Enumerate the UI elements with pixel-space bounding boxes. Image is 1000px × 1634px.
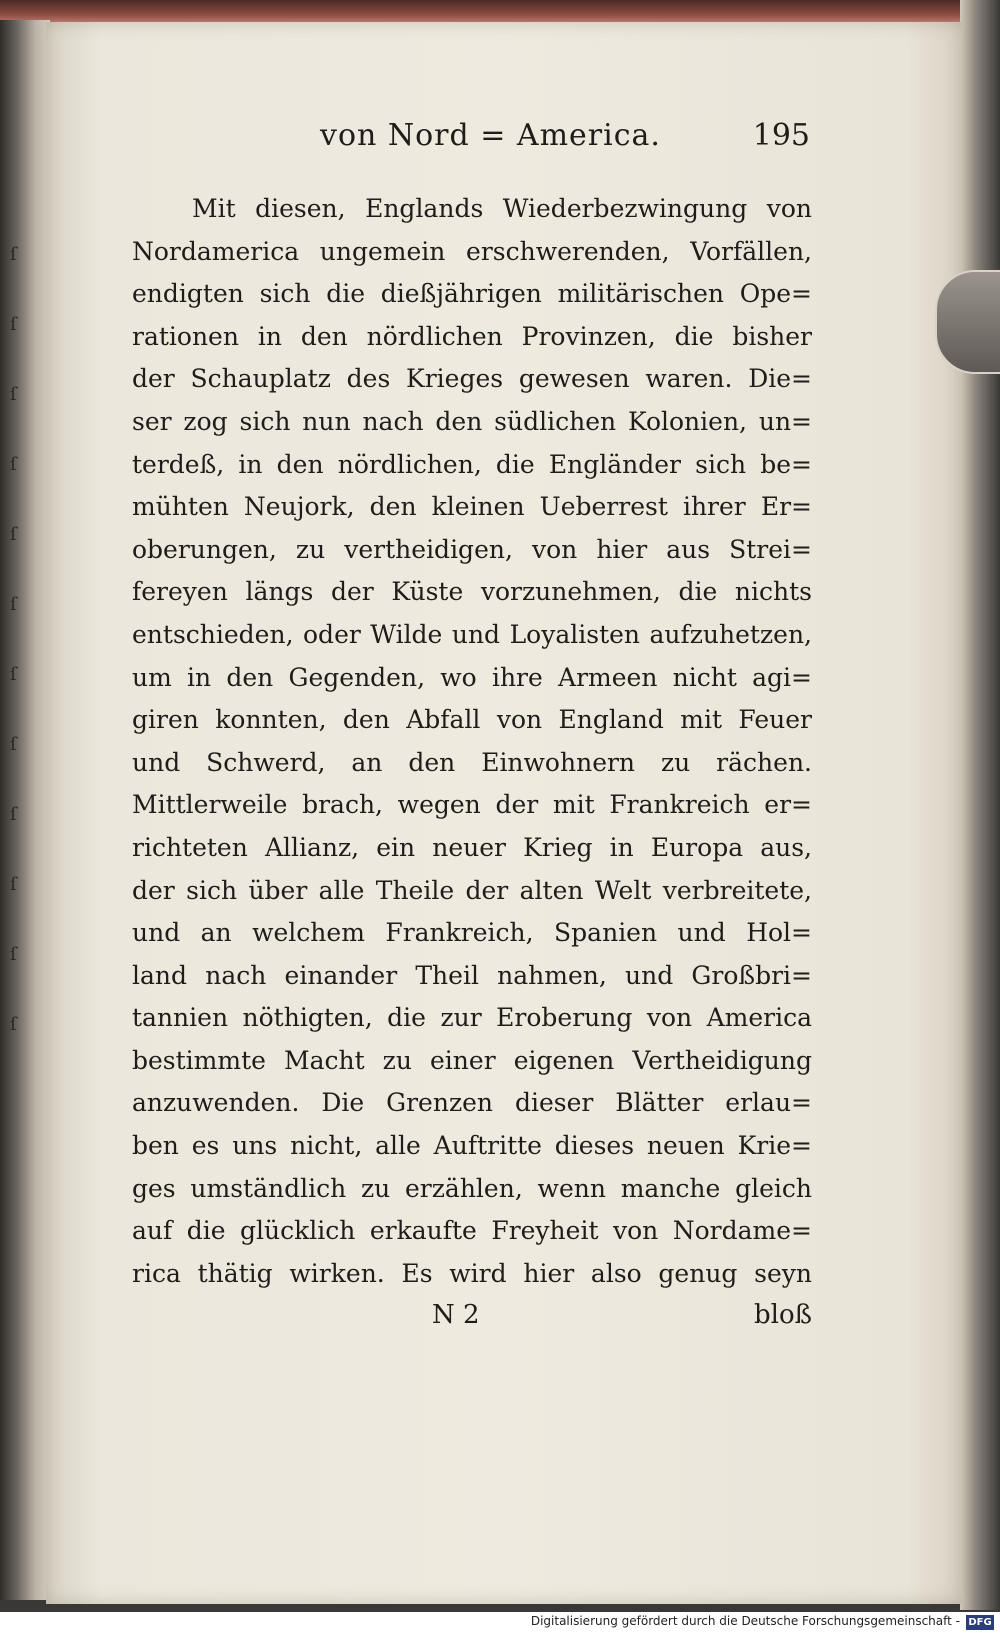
text-line: tannien nöthigten, die zur Eroberung von America [132,1003,812,1033]
text-line: ser zog sich nun nach den südlichen Kolonien, un= [132,406,812,436]
text-line: rica thätig wirken. Es wird hier also genug seyn [132,1258,812,1288]
text-line: der Schauplatz des Krieges gewesen waren. Die= [132,364,812,394]
text-line: Mit diesen, Englands Wiederbezwingung von [192,194,812,223]
text-line: ben es uns nicht, alle Auftritte dieses neuen Krie= [132,1131,812,1161]
text-line: giren konnten, den Abfall von England mit Feuer [132,705,812,735]
running-head: von Nord = America. [320,118,661,153]
catchword: bloß [754,1300,812,1330]
left-margin-marks: ſ ſ ſ ſ ſ ſ ſ ſ ſ ſ ſ ſ [10,244,17,1035]
text-line: terdeß, in den nördlichen, die Engländer sich be= [132,449,812,479]
dfg-logo: DFG [966,1615,994,1630]
text-line: ges umständlich zu erzählen, wenn manche gleich [132,1173,812,1203]
text-line: bestimmte Macht zu einer eigenen Vertheidigung [132,1045,812,1075]
text-line: und Schwerd, an den Einwohnern zu rächen. [132,747,812,777]
text-line: rationen in den nördlichen Provinzen, die bisher [132,321,812,351]
digitization-credit: Digitalisierung gefördert durch die Deutsche Forschungsgemeinschaft - [530,1614,960,1628]
text-line: Nordamerica ungemein erschwerenden, Vorfällen, [132,236,812,266]
page-tab-marker [935,270,1000,374]
text-line: land nach einander Theil nahmen, und Großbri= [132,960,812,990]
text-line: und an welchem Frankreich, Spanien und Hol= [132,918,812,948]
signature-mark: N 2 [432,1300,480,1330]
text-line: oberungen, zu vertheidigen, von hier aus Strei= [132,534,812,564]
page-footer [132,1300,812,1344]
text-line: Mittlerweile brach, wegen der mit Frankreich er= [132,790,812,820]
text-line: richteten Allianz, ein neuer Krieg in Europa aus, [132,832,812,862]
text-line: anzuwenden. Die Grenzen dieser Blätter erlau= [132,1088,812,1118]
text-line: auf die glücklich erkaufte Freyheit von Nordame= [132,1216,812,1246]
text-line: um in den Gegenden, wo ihre Armeen nicht agi= [132,662,812,692]
page-number: 195 [752,118,810,153]
credit-bar [0,1612,1000,1634]
right-book-edge [960,0,1000,1610]
page-header [130,118,810,168]
text-line: endigten sich die dießjährigen militärischen Ope= [132,279,812,309]
left-page-edge [0,20,50,1600]
text-line: entschieden, oder Wilde und Loyalisten aufzuhetzen, [132,619,812,649]
text-line: der sich über alle Theile der alten Welt verbreitete, [132,875,812,905]
text-line: fereyen längs der Küste vorzunehmen, die nichts [132,577,812,607]
text-line: mühten Neujork, den kleinen Ueberrest ihrer Er= [132,492,812,522]
body-text [132,188,812,1295]
